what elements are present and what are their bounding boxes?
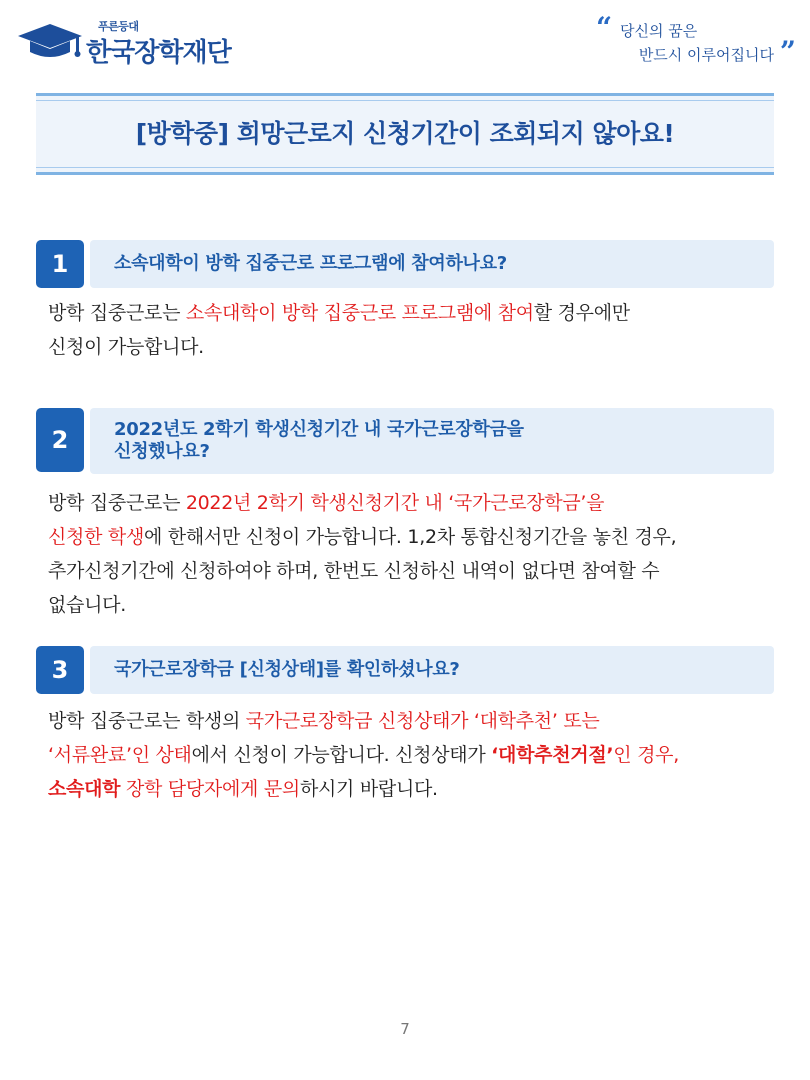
slogan-line-2: 반드시 이루어집니다 [638, 46, 774, 64]
question-text: 국가근로장학금 [신청상태]를 확인하셨나요? [114, 659, 460, 680]
logo-tagline: 푸른등대 [98, 20, 139, 33]
answer-highlight-bold: 소속대학 [48, 778, 121, 800]
answer-span: 없습니다. [48, 594, 126, 616]
question-text: 소속대학이 방학 집중근로 프로그램에 참여하나요? [114, 253, 507, 274]
answer-span: 방학 집중근로는 [48, 492, 186, 514]
answer-highlight: 2022년 2학기 학생신청기간 내 ‘국가근로장학금’을 [185, 492, 605, 514]
logo-name: 한국장학재단 [86, 38, 231, 68]
answer-span: 추가신청기간에 신청하여야 하며, 한번도 신청하신 내역이 없다면 참여할 수 [48, 560, 660, 582]
question-line-1: 2022년도 2학기 학생신청기간 내 국가근로장학금을 [114, 419, 524, 440]
answer-span: 할 경우에만 [533, 302, 630, 324]
question-bar [90, 646, 774, 694]
open-quote-icon: “ [596, 11, 613, 44]
section-number: 3 [36, 646, 84, 694]
answer-span: 에 한해서만 신청이 가능합니다. 1,2차 통합신청기간을 놓친 경우, [144, 526, 677, 548]
section-number: 1 [36, 240, 84, 288]
answer-text [48, 486, 778, 622]
answer-highlight: 장학 담당자에게 문의 [120, 778, 300, 800]
page-number: 7 [400, 1020, 410, 1038]
answer-text [48, 704, 778, 806]
answer-highlight: 국가근로장학금 신청상태가 ‘대학추천’ 또는 [245, 710, 600, 732]
section-number: 2 [36, 408, 84, 472]
answer-highlight: ‘서류완료’인 상태 [48, 744, 192, 766]
page-title-box [36, 93, 774, 175]
answer-span: 방학 집중근로는 [48, 302, 186, 324]
answer-span: 신청이 가능합니다. [48, 336, 204, 358]
question-text [114, 408, 524, 474]
answer-span: 에서 신청이 가능합니다. 신청상태가 [191, 744, 492, 766]
question-bar [90, 240, 774, 288]
answer-highlight: 신청한 학생 [48, 526, 145, 548]
slogan [596, 11, 796, 70]
question-line-2: 신청했나요? [114, 441, 210, 462]
answer-highlight: 소속대학이 방학 집중근로 프로그램에 참여 [185, 302, 534, 324]
answer-highlight-bold: ‘대학추천거절’ [491, 744, 614, 766]
answer-span: 하시기 바랍니다. [299, 778, 438, 800]
answer-highlight: 인 경우, [613, 744, 679, 766]
question-bar [90, 408, 774, 474]
answer-span: 방학 집중근로는 학생의 [48, 710, 246, 732]
kosaf-logo [16, 16, 276, 66]
page-title: [방학중] 희망근로지 신청기간이 조회되지 않아요! [135, 119, 675, 148]
slogan-line-1: 당신의 꿈은 [620, 22, 698, 40]
graduation-cap-icon [16, 22, 86, 62]
answer-text [48, 296, 778, 364]
close-quote-icon: ” [779, 35, 796, 68]
